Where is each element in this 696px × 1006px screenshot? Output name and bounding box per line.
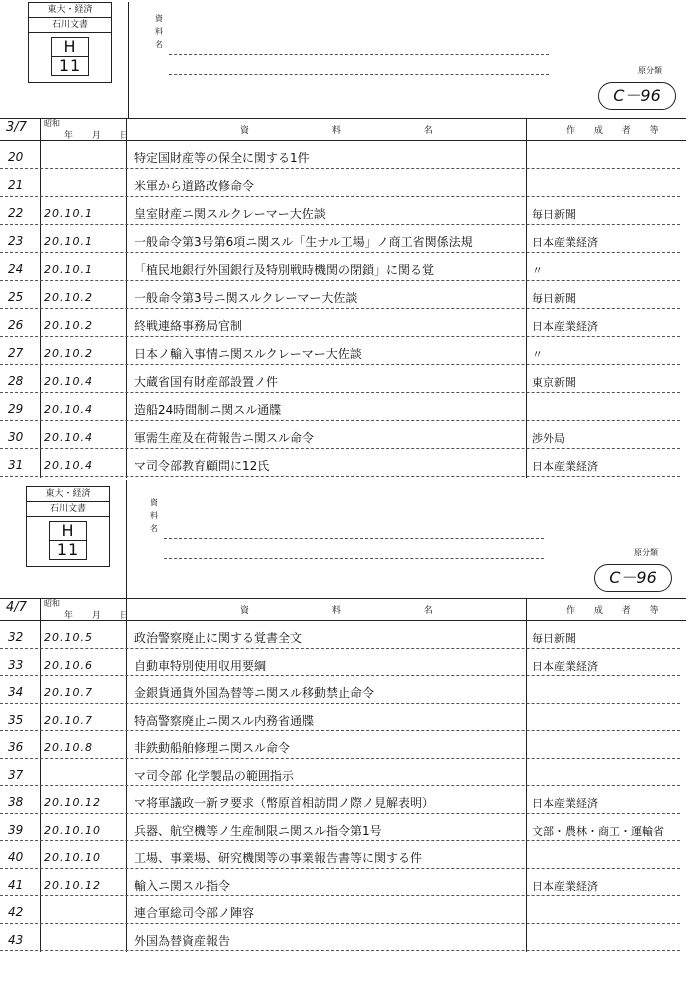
row-date: 20.10.6 xyxy=(44,658,93,672)
row-number: 35 xyxy=(8,712,24,727)
header-author: 作 成 者 等 xyxy=(566,126,667,136)
row-title: 政治警察廃止に関する覚書全文 xyxy=(134,631,303,645)
row-rule xyxy=(0,224,680,225)
row-title: 工場、事業場、研究機関等の事業報告書等に関する件 xyxy=(134,851,423,865)
row-rule xyxy=(0,280,680,281)
row-date: 20.10.1 xyxy=(44,207,93,220)
row-title: マ司令部教育顧問に12氏 xyxy=(134,459,270,473)
row-rule xyxy=(0,252,680,253)
table-top-line xyxy=(0,598,686,599)
row-number: 37 xyxy=(8,767,24,782)
field-label-char: 料 xyxy=(150,511,158,520)
row-rule xyxy=(0,308,680,309)
row-number: 27 xyxy=(8,346,24,360)
row-number: 34 xyxy=(8,685,24,699)
field-label-char: 資 xyxy=(150,498,158,507)
row-number: 40 xyxy=(8,850,24,864)
class-number: C－96 xyxy=(594,564,672,592)
header-author: 作 成 者 等 xyxy=(566,606,667,616)
row-number: 21 xyxy=(8,178,24,192)
row-title: 外国為替資産報告 xyxy=(134,933,231,948)
row-number: 42 xyxy=(8,905,24,919)
row-date: 20.10.4 xyxy=(44,403,93,416)
row-date: 20.10.1 xyxy=(44,263,93,276)
row-date: 20.10.2 xyxy=(44,291,93,304)
row-number: 36 xyxy=(8,740,24,754)
row-date: 20.10.2 xyxy=(44,347,93,360)
row-rule xyxy=(0,703,680,704)
row-title: 造船24時間制ニ関スル通牒 xyxy=(134,403,282,417)
row-number: 31 xyxy=(8,458,24,472)
row-number: 39 xyxy=(8,822,24,837)
row-title: 金銀貨通貨外国為替等ニ関スル移動禁止命令 xyxy=(134,686,375,700)
row-rule xyxy=(0,950,680,951)
class-label: 原分類 xyxy=(634,548,658,557)
row-rule xyxy=(0,420,680,421)
row-title: 日本ノ輸入事情ニ関スルクレーマー大佐談 xyxy=(134,347,362,361)
row-number: 38 xyxy=(8,795,24,809)
card-divider xyxy=(128,2,129,118)
row-number: 32 xyxy=(8,630,24,644)
stamp-code-letter: H xyxy=(49,521,87,541)
row-number: 30 xyxy=(8,430,24,444)
row-number: 25 xyxy=(8,290,24,304)
stamp-code-number: 11 xyxy=(49,541,87,560)
row-rule xyxy=(0,476,680,477)
column-divider xyxy=(40,118,41,478)
row-rule xyxy=(0,840,680,841)
row-date: 20.10.8 xyxy=(44,741,93,754)
archive-stamp xyxy=(26,486,110,567)
row-title: マ司令部 化学製品の範囲指示 xyxy=(134,768,294,783)
header-era: 昭和 xyxy=(44,599,60,608)
row-title: 「植民地銀行外国銀行及特別戦時機関の閉鎖」に関る覚 xyxy=(134,263,435,277)
row-title: 自動車特別使用収用要綱 xyxy=(134,658,267,673)
stamp-collection: 石川文書 xyxy=(29,18,111,33)
class-number: C－96 xyxy=(598,82,676,110)
row-rule xyxy=(0,813,680,814)
row-author: 日本産業経済 xyxy=(532,797,598,810)
header-title: 資 料 名 xyxy=(240,126,473,136)
field-label-char: 資 xyxy=(155,14,163,23)
row-rule xyxy=(0,336,680,337)
field-label-char: 名 xyxy=(150,524,158,533)
row-rule xyxy=(0,648,680,649)
table-top-line xyxy=(0,118,686,119)
row-title: 終戦連絡事務局官制 xyxy=(134,319,243,333)
row-number: 22 xyxy=(8,206,24,220)
header-date: 年 月 日 xyxy=(64,131,137,141)
row-rule xyxy=(0,923,680,924)
row-author: 東京新聞 xyxy=(532,376,576,389)
row-title: 特定国財産等の保全に関する1件 xyxy=(134,151,310,165)
row-number: 24 xyxy=(8,262,24,276)
column-divider xyxy=(126,598,127,952)
column-divider xyxy=(126,118,127,478)
row-rule xyxy=(0,168,680,169)
row-author: 毎日新聞 xyxy=(532,208,576,221)
row-author: 毎日新聞 xyxy=(532,292,576,305)
row-date: 20.10.4 xyxy=(44,459,93,472)
row-rule xyxy=(0,364,680,365)
stamp-code-number: 11 xyxy=(51,57,89,76)
column-divider xyxy=(526,598,527,952)
row-rule xyxy=(0,758,680,759)
row-author: 文部・農林・商工・運輸省 xyxy=(532,824,664,838)
row-number: 29 xyxy=(8,402,24,416)
stamp-institution: 東大・経済 xyxy=(27,487,109,502)
header-date: 年 月 日 xyxy=(64,611,137,621)
row-number: 33 xyxy=(8,657,24,672)
row-rule xyxy=(0,448,680,449)
stamp-code-letter: H xyxy=(51,37,89,57)
row-title: 軍需生産及在荷報告ニ関スル命令 xyxy=(134,431,315,445)
row-author: 日本産業経済 xyxy=(532,659,598,673)
row-number: 28 xyxy=(8,374,24,388)
row-title: 輸入ニ関スル指令 xyxy=(134,878,231,893)
row-author: 日本産業経済 xyxy=(532,879,598,893)
row-author: 〃 xyxy=(532,264,543,277)
row-rule xyxy=(0,196,680,197)
field-line xyxy=(169,54,549,55)
card-divider xyxy=(126,480,127,598)
row-rule xyxy=(0,392,680,393)
row-date: 20.10.10 xyxy=(44,851,101,864)
row-date: 20.10.1 xyxy=(44,235,93,248)
field-line xyxy=(164,558,544,559)
row-author: 日本産業経済 xyxy=(532,236,598,249)
field-line xyxy=(169,74,549,75)
row-author: 渉外局 xyxy=(532,432,565,445)
row-author: 日本産業経済 xyxy=(532,320,598,333)
row-rule xyxy=(0,868,680,869)
class-label: 原分類 xyxy=(638,66,662,75)
row-number: 23 xyxy=(8,234,24,248)
row-title: 特高警察廃止ニ関スル内務省通牒 xyxy=(134,713,315,728)
row-author: 〃 xyxy=(532,348,543,361)
row-date: 20.10.12 xyxy=(44,796,101,809)
field-label-char: 名 xyxy=(155,40,163,49)
row-number: 43 xyxy=(8,932,24,947)
row-date: 20.10.2 xyxy=(44,319,93,332)
row-title: 兵器、航空機等ノ生産制限ニ関スル指令第1号 xyxy=(134,823,382,838)
row-date: 20.10.12 xyxy=(44,878,101,892)
archive-stamp xyxy=(28,2,112,83)
row-date: 20.10.10 xyxy=(44,823,101,837)
stamp-institution: 東大・経済 xyxy=(29,3,111,18)
row-date: 20.10.7 xyxy=(44,713,93,727)
sheet-mark: 4/7 xyxy=(6,600,27,615)
row-title: 連合軍総司令部ノ陣容 xyxy=(134,906,255,920)
row-author: 毎日新聞 xyxy=(532,632,576,645)
field-label-char: 料 xyxy=(155,27,163,36)
field-line xyxy=(164,538,544,539)
row-number: 26 xyxy=(8,318,24,332)
row-number: 20 xyxy=(8,150,24,164)
column-divider xyxy=(40,598,41,952)
row-rule xyxy=(0,895,680,896)
row-date: 20.10.7 xyxy=(44,686,93,699)
row-rule xyxy=(0,675,680,676)
row-title: 大蔵省国有財産部設置ノ件 xyxy=(134,375,279,389)
row-author: 日本産業経済 xyxy=(532,460,598,473)
header-title: 資 料 名 xyxy=(240,606,473,616)
row-rule xyxy=(0,785,680,786)
row-title: 一般命令第3号ニ関スルクレーマー大佐談 xyxy=(134,291,358,305)
sheet-mark: 3/7 xyxy=(6,120,27,135)
row-number: 41 xyxy=(8,877,24,892)
row-date: 20.10.4 xyxy=(44,375,93,388)
row-date: 20.10.4 xyxy=(44,431,93,444)
row-title: 皇室財産ニ関スルクレーマー大佐談 xyxy=(134,207,326,221)
row-title: 一般命令第3号第6項ニ関スル「生ナル工場」ノ商工省関係法規 xyxy=(134,235,473,249)
row-title: マ将軍議政一新ヲ要求（幣原首相訪問ノ際ノ見解表明） xyxy=(134,796,435,810)
row-rule xyxy=(0,730,680,731)
row-title: 非鉄動船舶修理ニ関スル命令 xyxy=(134,741,291,755)
header-era: 昭和 xyxy=(44,119,60,128)
stamp-collection: 石川文書 xyxy=(27,502,109,517)
row-date: 20.10.5 xyxy=(44,631,93,644)
column-divider xyxy=(526,118,527,478)
row-title: 米軍から道路改修命令 xyxy=(134,179,255,193)
